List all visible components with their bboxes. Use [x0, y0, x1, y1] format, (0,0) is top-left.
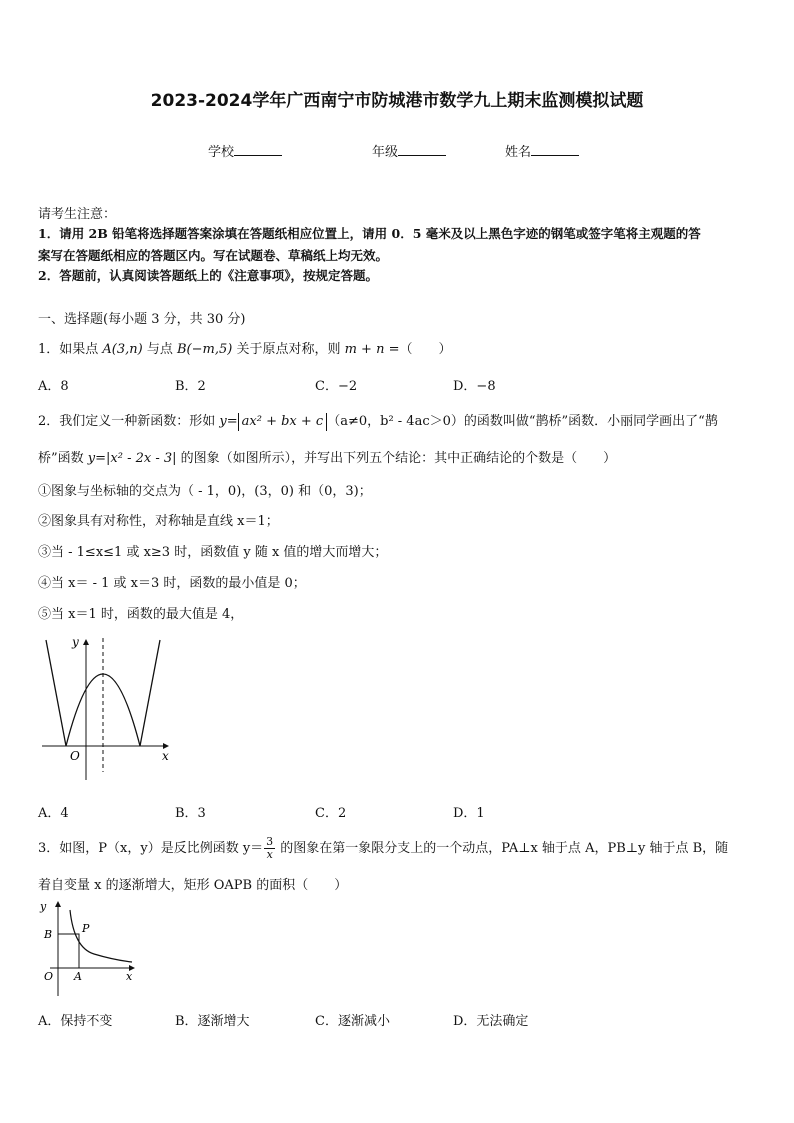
- q3-frac-num: 3: [266, 835, 274, 848]
- question-3-line-2: 着自变量 x 的逐渐增大，矩形 OAPB 的面积（ ）: [38, 878, 348, 893]
- q1-option-d[interactable]: D．−8: [453, 379, 496, 394]
- q3-option-d[interactable]: D．无法确定: [453, 1014, 529, 1029]
- grade-blank[interactable]: [398, 143, 446, 156]
- q3-option-c[interactable]: C．逐渐减小: [315, 1014, 390, 1029]
- name-field[interactable]: [505, 141, 579, 160]
- q2-conclusion-2: ②图象具有对称性，对称轴是直线 x＝1；: [38, 514, 279, 529]
- q2-line2b: 的图象（如图所示），并写出下列五个结论：其中正确结论的个数是（ ）: [176, 451, 617, 466]
- q2-option-d[interactable]: D．1: [453, 806, 485, 821]
- school-blank[interactable]: [234, 143, 282, 156]
- name-blank[interactable]: [531, 143, 579, 156]
- q1-mid: 与点: [142, 342, 177, 357]
- q3-option-b[interactable]: B．逐渐增大: [175, 1014, 250, 1029]
- q3-x-label: x: [126, 970, 133, 983]
- q2-graph: [36, 632, 176, 784]
- question-2-line-1: [38, 410, 718, 431]
- q3-rectangle: [58, 934, 79, 968]
- q2-option-a[interactable]: A．4: [38, 806, 69, 821]
- q1-suffix: 关于原点对称，则: [232, 342, 345, 357]
- q3-option-a[interactable]: A．保持不变: [38, 1014, 113, 1029]
- q3-frac-den: x: [266, 848, 273, 861]
- q2-line2a: 桥”函数: [38, 451, 88, 466]
- notice-item-2: 2．答题前，认真阅读答题纸上的《注意事项》，按规定答题。: [38, 268, 378, 283]
- q3-line1a: 3．如图，P（x，y）是反比例函数 y＝: [38, 841, 264, 856]
- q3-fraction: [264, 836, 275, 861]
- q2-line1a: 2．我们定义一种新函数：形如: [38, 414, 220, 429]
- school-field[interactable]: [208, 141, 282, 160]
- q3-y-label: y: [40, 900, 47, 913]
- question-2-line-2: [38, 447, 616, 466]
- q1-expr: m + n: [344, 342, 385, 357]
- q3-graph: [36, 896, 140, 1000]
- q2-y-label: y: [72, 635, 79, 649]
- q1-point-a: A(3,n): [102, 342, 143, 357]
- grade-field[interactable]: [372, 141, 446, 160]
- q2-func: y=|x² - 2x - 3|: [87, 451, 177, 466]
- q2-option-c[interactable]: C．2: [315, 806, 347, 821]
- q3-origin-label: O: [44, 970, 54, 983]
- q1-option-a[interactable]: A．8: [38, 379, 69, 394]
- q3-line1b: 的图象在第一象限分支上的一个动点，PA⊥x 轴于点 A，PB⊥y 轴于点 B，随: [276, 841, 729, 856]
- q3-p-label: P: [82, 922, 90, 935]
- notice-heading: 请考生注意：: [38, 207, 117, 222]
- page-title: 2023-2024学年广西南宁市防城港市数学九上期末监测模拟试题: [150, 91, 644, 111]
- question-3-line-1: [38, 836, 728, 861]
- q1-option-c[interactable]: C．−2: [315, 379, 358, 394]
- q2-conclusion-1: ①图象与坐标轴的交点为（ - 1，0)，(3，0) 和（0，3)；: [38, 484, 372, 499]
- q2-conclusion-3: ③当 - 1≤x≤1 或 x≥3 时，函数值 y 随 x 值的增大而增大；: [38, 545, 388, 560]
- name-label: 姓名: [505, 145, 532, 160]
- q2-conclusion-5: ⑤当 x＝1 时，函数的最大值是 4，: [38, 607, 244, 622]
- section-heading: 一、选择题(每小题 3 分，共 30 分): [38, 312, 246, 327]
- q2-x-label: x: [162, 749, 169, 763]
- school-label: 学校: [208, 145, 235, 160]
- question-1: [38, 338, 451, 357]
- q1-prefix: 1．如果点: [38, 342, 103, 357]
- q1-point-b: B(−m,5): [176, 342, 233, 357]
- q2-line1b: （a≠0，b² - 4ac＞0）的函数叫做“鹊桥”函数．小丽同学画出了“鹊: [327, 414, 718, 429]
- q1-end: =（ ）: [384, 342, 452, 357]
- q2-yeq: y=: [219, 414, 238, 429]
- grade-label: 年级: [372, 145, 399, 160]
- q2-conclusion-4: ④当 x＝ - 1 或 x＝3 时，函数的最小值是 0；: [38, 576, 306, 591]
- q3-b-label: B: [44, 928, 53, 941]
- notice-item-1b: 案写在答题纸相应的答题区内。写在试题卷、草稿纸上均无效。: [38, 248, 389, 263]
- q2-origin-label: O: [70, 749, 80, 763]
- notice-item-1a: 1．请用 2B 铅笔将选择题答案涂填在答题纸相应位置上，请用 0．5 毫米及以上黑色字迹的钢笔或签字笔将主观题的答: [38, 226, 701, 241]
- q1-option-b[interactable]: B．2: [175, 379, 206, 394]
- q2-abs-expr: ax² + bx + c: [238, 413, 328, 431]
- q2-option-b[interactable]: B．3: [175, 806, 206, 821]
- q3-a-label: A: [74, 970, 82, 983]
